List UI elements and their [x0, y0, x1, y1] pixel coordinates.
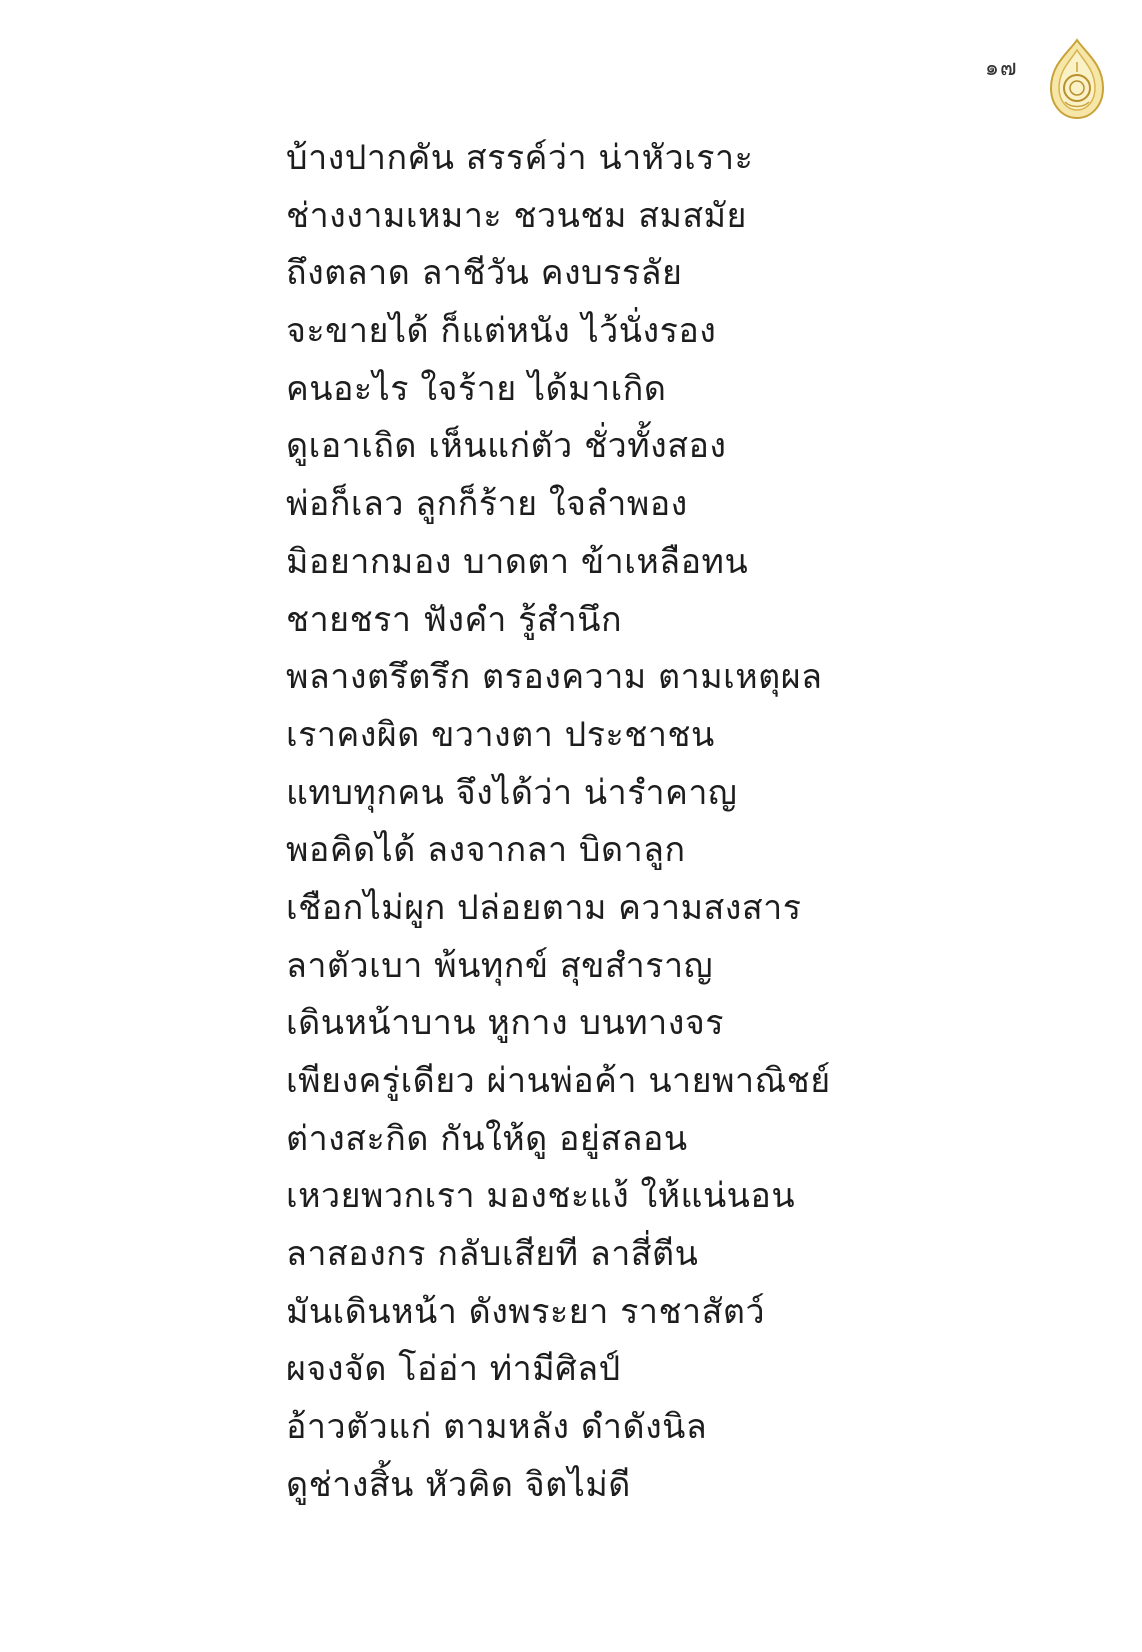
poem-line: แทบทุกคน จึงได้ว่า น่ารำคาญ [286, 772, 738, 813]
poem-line: จะขายได้ ก็แต่หนัง ไว้นั่งรอง [286, 311, 717, 352]
poem-line: ต่างสะกิด กันให้ดู อยู่สลอน [286, 1118, 688, 1159]
page-number: ๑๗ [985, 56, 1018, 81]
poem-line: ดูเอาเถิด เห็นแก่ตัว ชั่วทั้งสอง [286, 426, 727, 467]
poem-line: ลาตัวเบา พ้นทุกข์ สุขสำราญ [286, 945, 714, 986]
poem-line: บ้างปากคัน สรรค์ว่า น่าหัวเราะ [286, 138, 754, 178]
poem-line: ดูช่างสิ้น หัวคิด จิตไม่ดี [286, 1464, 631, 1505]
poem-line: เดินหน้าบาน หูกาง บนทางจร [286, 1003, 725, 1044]
poem-body [286, 130, 846, 1515]
poem-line: ผจงจัด โอ่อ่า ท่ามีศิลป์ [286, 1349, 621, 1390]
poem-line: ถึงตลาด ลาชีวัน คงบรรลัย [286, 253, 683, 294]
poem-line: พอคิดได้ ลงจากลา บิดาลูก [286, 830, 686, 871]
poem-line: คนอะไร ใจร้าย ได้มาเกิด [286, 368, 667, 409]
poem-line: เพียงครู่เดียว ผ่านพ่อค้า นายพาณิชย์ [286, 1061, 831, 1101]
poem-line: อ้าวตัวแก่ ตามหลัง ดำดังนิล [286, 1407, 708, 1448]
poem-line: ชายชรา ฟังคำ รู้สำนึก [286, 599, 623, 640]
poem-line: เหวยพวกเรา มองชะแง้ ให้แน่นอน [286, 1176, 796, 1217]
poem-line: เชือกไม่ผูก ปล่อยตาม ความสงสาร [286, 887, 802, 928]
emblem-logo-icon [1045, 38, 1109, 122]
poem-line: ช่างงามเหมาะ ชวนชม สมสมัย [286, 195, 747, 236]
poem-line: ลาสองกร กลับเสียที ลาสี่ตีน [286, 1234, 699, 1275]
poem-line: มันเดินหน้า ดังพระยา ราชาสัตว์ [286, 1291, 766, 1332]
poem-line: เราคงผิด ขวางตา ประชาชน [286, 714, 715, 755]
poem-line: พ่อก็เลว ลูกก็ร้าย ใจลำพอง [286, 484, 688, 525]
poem-line: พลางตรึตรึก ตรองความ ตามเหตุผล [286, 657, 823, 698]
poem-line: มิอยากมอง บาดตา ข้าเหลือทน [286, 541, 749, 582]
